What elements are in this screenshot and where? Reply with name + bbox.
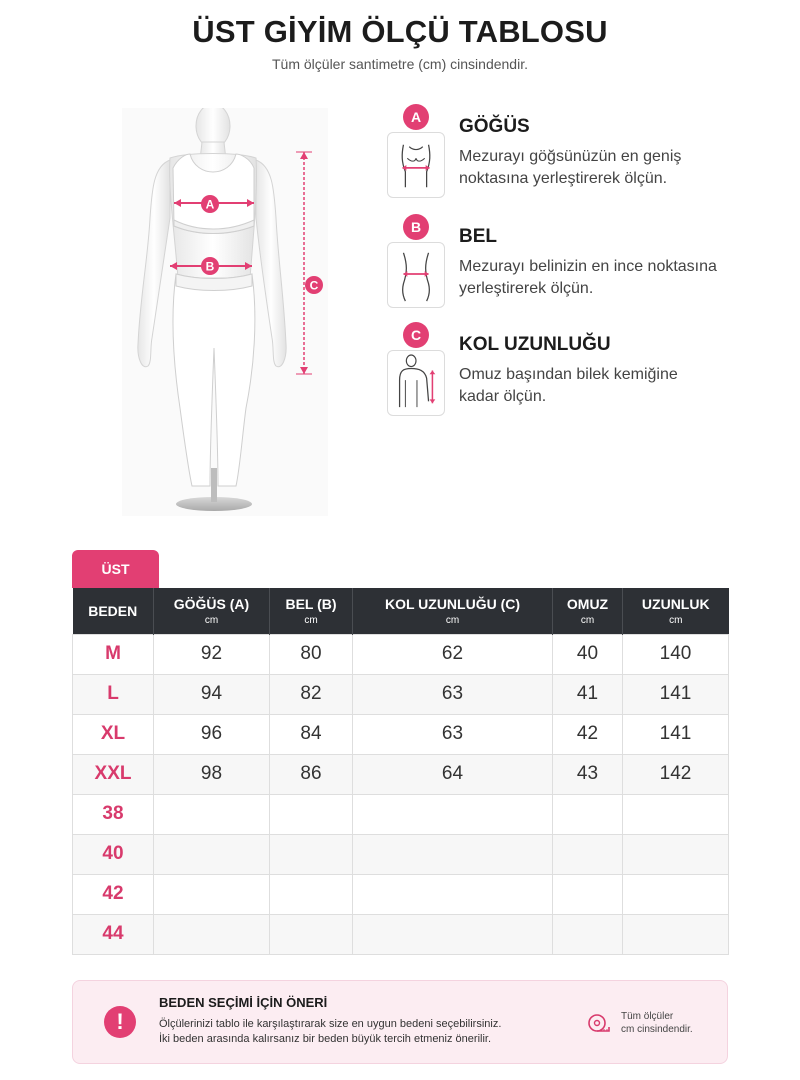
instruction-text: Mezurayı göğsünüzün en geniş noktasına yerleştirerek ölçün. xyxy=(459,148,682,187)
instruction-chest xyxy=(386,104,766,204)
column-header: GÖĞÜS (A) cm xyxy=(154,588,270,634)
table-cell: 84 xyxy=(270,714,353,754)
instruction-text: Mezurayı belinizin en ince noktasına yerleştirerek ölçün. xyxy=(459,258,717,297)
note-text: Ölçülerinizi tablo ile karşılaştırarak size en uygun bedeni seçebilirsiniz. xyxy=(159,1018,502,1030)
note-side-text: Tüm ölçüler cm cinsindendir. xyxy=(621,1011,693,1035)
size-cell: M xyxy=(73,634,154,674)
table-cell xyxy=(553,874,623,914)
table-cell: 94 xyxy=(154,674,270,714)
table-cell xyxy=(553,914,623,954)
table-cell xyxy=(623,874,729,914)
table-cell xyxy=(353,914,553,954)
table-row xyxy=(73,874,729,914)
table-cell xyxy=(154,834,270,874)
size-cell: 44 xyxy=(73,914,154,954)
arm-measure-icon xyxy=(387,350,445,416)
table-row xyxy=(73,634,729,674)
exclamation-icon: ! xyxy=(104,1006,136,1038)
mannequin-image xyxy=(118,108,330,516)
table-cell: 43 xyxy=(553,754,623,794)
chest-measure-icon xyxy=(387,132,445,198)
page-title: ÜST GİYİM ÖLÇÜ TABLOSU xyxy=(192,14,608,49)
size-cell: 38 xyxy=(73,794,154,834)
instruction-arm xyxy=(386,322,766,422)
letter-badge-c: C xyxy=(403,322,429,348)
page-subtitle: Tüm ölçüler santimetre (cm) cinsindendir. xyxy=(272,56,528,72)
table-cell xyxy=(154,794,270,834)
column-header: OMUZ cm xyxy=(553,588,623,634)
table-cell xyxy=(623,834,729,874)
table-row xyxy=(73,794,729,834)
size-cell: XL xyxy=(73,714,154,754)
size-cell: XXL xyxy=(73,754,154,794)
svg-text:C: C xyxy=(309,278,319,293)
table-row xyxy=(73,714,729,754)
svg-text:A: A xyxy=(205,197,215,212)
size-cell: 42 xyxy=(73,874,154,914)
column-header: UZUNLUK cm xyxy=(623,588,729,634)
waist-measure-icon xyxy=(387,242,445,308)
table-cell xyxy=(154,874,270,914)
letter-badge-b: B xyxy=(403,214,429,240)
table-cell xyxy=(154,914,270,954)
table-cell xyxy=(270,914,353,954)
marker-b xyxy=(201,257,219,275)
table-cell: 82 xyxy=(270,674,353,714)
marker-a xyxy=(201,195,219,213)
table-cell xyxy=(270,834,353,874)
table-cell xyxy=(623,794,729,834)
instruction-title: GÖĞÜS xyxy=(459,116,530,137)
table-row xyxy=(73,674,729,714)
table-cell: 92 xyxy=(154,634,270,674)
table-row xyxy=(73,754,729,794)
size-table xyxy=(72,588,729,955)
table-cell: 41 xyxy=(553,674,623,714)
table-cell: 98 xyxy=(154,754,270,794)
table-cell xyxy=(553,834,623,874)
table-cell xyxy=(270,794,353,834)
instruction-waist xyxy=(386,214,766,314)
table-cell: 141 xyxy=(623,714,729,754)
table-cell: 140 xyxy=(623,634,729,674)
table-cell: 42 xyxy=(553,714,623,754)
note-title: BEDEN SEÇİMİ İÇİN ÖNERİ xyxy=(159,995,328,1010)
table-cell: 96 xyxy=(154,714,270,754)
svg-text:B: B xyxy=(205,259,215,274)
table-row xyxy=(73,914,729,954)
size-cell: 40 xyxy=(73,834,154,874)
table-cell: 80 xyxy=(270,634,353,674)
table-cell: 63 xyxy=(353,674,553,714)
table-cell: 62 xyxy=(353,634,553,674)
table-cell: 63 xyxy=(353,714,553,754)
tab-ust[interactable]: ÜST xyxy=(72,550,159,588)
table-cell xyxy=(353,794,553,834)
table-header-row xyxy=(73,588,729,634)
table-cell: 64 xyxy=(353,754,553,794)
table-cell: 40 xyxy=(553,634,623,674)
size-cell: L xyxy=(73,674,154,714)
instruction-title: KOL UZUNLUĞU xyxy=(459,334,611,355)
measuring-tape-icon xyxy=(587,1011,611,1035)
table-cell xyxy=(270,874,353,914)
marker-c xyxy=(305,276,323,294)
size-recommendation-note xyxy=(72,980,728,1064)
table-cell xyxy=(353,834,553,874)
table-cell xyxy=(553,794,623,834)
table-row xyxy=(73,834,729,874)
column-header: KOL UZUNLUĞU (C) cm xyxy=(353,588,553,634)
instruction-title: BEL xyxy=(459,226,497,247)
table-cell: 86 xyxy=(270,754,353,794)
table-cell: 141 xyxy=(623,674,729,714)
instruction-text: Omuz başından bilek kemiğine kadar ölçün. xyxy=(459,366,678,405)
table-cell xyxy=(353,874,553,914)
table-cell xyxy=(623,914,729,954)
letter-badge-a: A xyxy=(403,104,429,130)
column-header: BEDEN xyxy=(73,588,154,634)
column-header: BEL (B) cm xyxy=(270,588,353,634)
table-cell: 142 xyxy=(623,754,729,794)
note-text: İki beden arasında kalırsanız bir beden büyük tercih etmeniz önerilir. xyxy=(159,1033,492,1045)
